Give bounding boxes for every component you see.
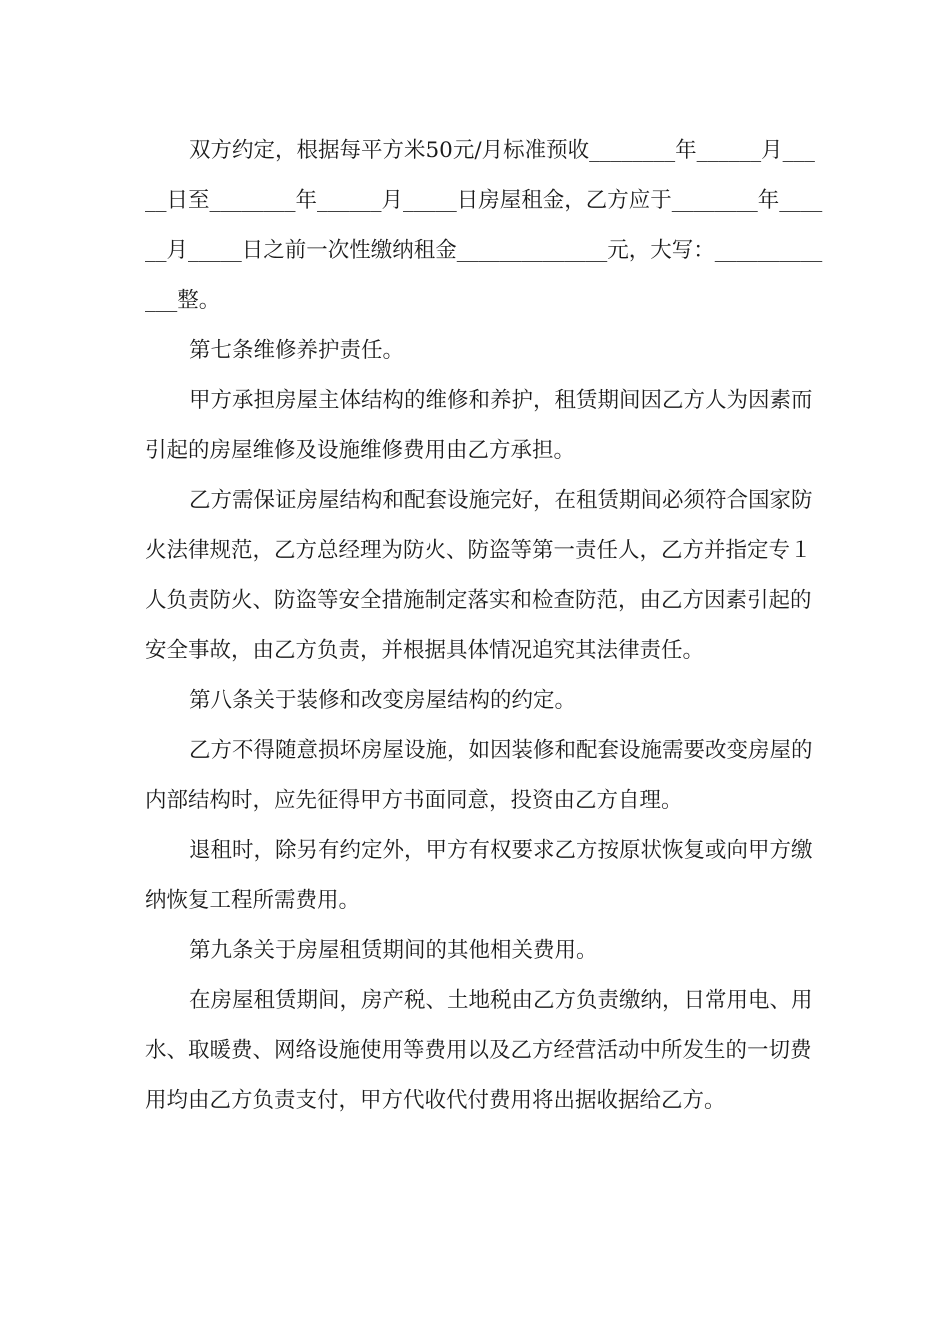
- article-9-heading: 第九条关于房屋租赁期间的其他相关费用。: [189, 938, 598, 963]
- document-body: [145, 126, 825, 1126]
- article-8-heading: 第八条关于装修和改变房屋结构的约定。: [189, 688, 577, 713]
- article-7-heading: 第七条维修养护责任。: [189, 338, 405, 363]
- paragraph-renovation-consent: 乙方不得随意损坏房屋设施，如因装修和配套设施需要改变房屋的内部结构时，应先征得甲方书面同意，投资由乙方自理。: [145, 738, 813, 813]
- paragraph-restoration-on-exit: 退租时，除另有约定外，甲方有权要求乙方按原状恢复或向甲方缴纳恢复工程所需费用。: [145, 838, 813, 913]
- paragraph-rent-prepayment: 双方约定，根据每平方米50元/月标准预收________年______月_____日至________年______月_____日房屋租金，乙方应于________年______月_____日之前一次性缴纳租金______________元，大写：_____________整。: [145, 138, 823, 313]
- paragraph-other-fees: 在房屋租赁期间，房产税、土地税由乙方负责缴纳，日常用电、用水、取暖费、网络设施使用等费用以及乙方经营活动中所发生的一切费用均由乙方负责支付，甲方代收代付费用将出据收据给乙方。: [145, 988, 813, 1113]
- paragraph-fire-safety: 乙方需保证房屋结构和配套设施完好，在租赁期间必须符合国家防火法律规范，乙方总经理为防火、防盗等第一责任人，乙方并指定专１人负责防火、防盗等安全措施制定落实和检查防范，由乙方因素引起的安全事故，由乙方负责，并根据具体情况追究其法律责任。: [145, 488, 813, 663]
- paragraph-maintenance-responsibility: 甲方承担房屋主体结构的维修和养护，租赁期间因乙方人为因素而引起的房屋维修及设施维修费用由乙方承担。: [145, 388, 813, 463]
